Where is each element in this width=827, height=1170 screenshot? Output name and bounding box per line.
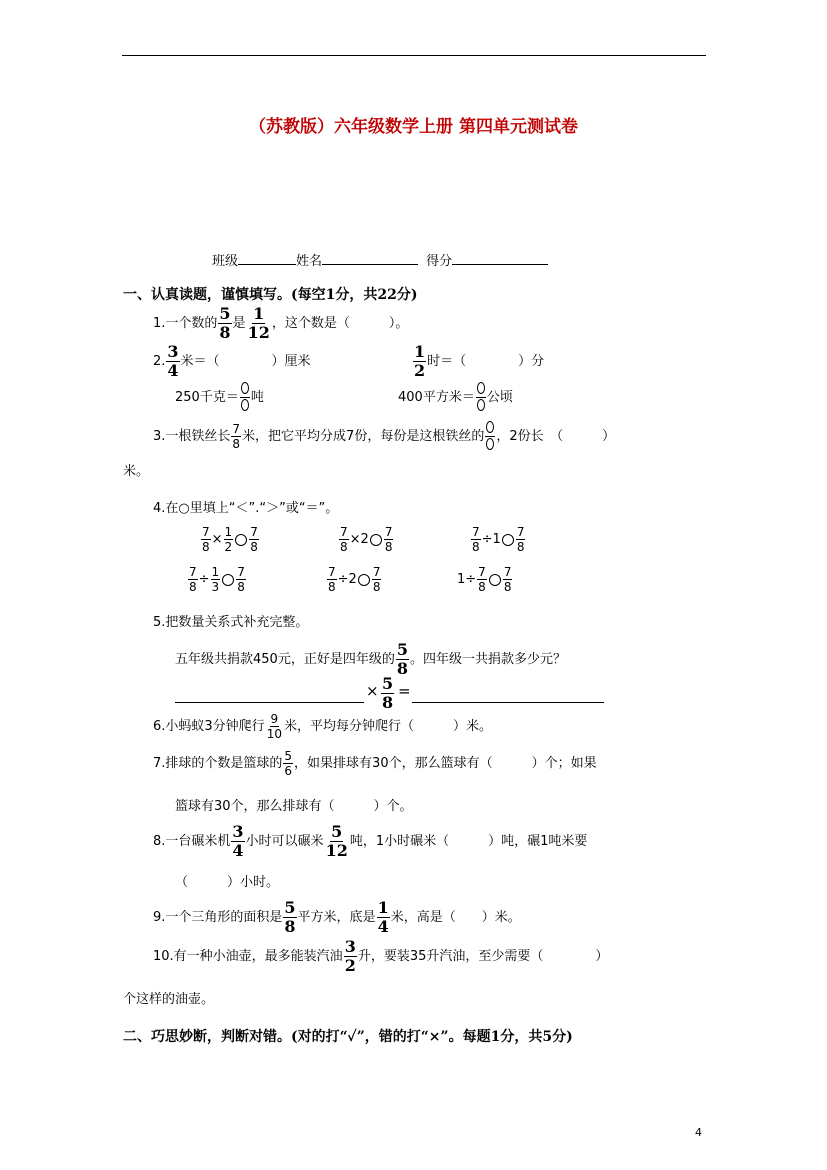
fraction: $\frac{1}{12}$: [247, 304, 270, 342]
question-5-problem: 五年级共捐款450元，正好是四年级的 $\frac{5}{8}$ 。四年级一共捐款多少元？: [175, 640, 566, 678]
compare-item: $\frac{7}{8}$ ×2 $\frac{7}{8}$: [340, 525, 393, 554]
question-10-line2: 个这样的油壶。: [123, 992, 215, 1007]
score-label: 得分: [426, 254, 453, 269]
question-1: 1.一个数的 $\frac{5}{8}$ 是 $\frac{1}{12}$ ，这个数是（ ）。: [153, 304, 409, 342]
page-title: （苏教版）六年级数学上册 第四单元测试卷: [249, 117, 578, 137]
name-field[interactable]: [322, 250, 418, 265]
section-2-heading: 二、巧思妙断，判断对错。(对的打“✓”，错的打“×”。每题1分，共5分): [123, 1029, 573, 1045]
fraction: $\frac{7}{8}$: [232, 422, 241, 451]
fraction: $\frac{5}{8}$: [219, 304, 231, 342]
score-field[interactable]: [452, 250, 548, 265]
student-info-row: [212, 250, 548, 269]
question-6: 6.小蚂蚁3分钟爬行 $\frac{9}{10}$ 米，平均每分钟爬行（ ）米。: [153, 712, 492, 741]
question-5: 5.把数量关系式补充完整。: [153, 615, 309, 630]
compare-circle[interactable]: [489, 574, 501, 586]
compare-item: $\frac{7}{8}$ × $\frac{1}{2}$ $\frac{7}{8}$: [202, 525, 258, 554]
times-sign: ×: [366, 682, 379, 700]
fraction: $\frac{5}{8}$: [284, 898, 296, 936]
question-2b: $\frac{1}{2}$ 时＝（ ）分: [414, 342, 545, 380]
question-8: 8.一台碾米机 $\frac{3}{4}$ 小时可以碾米 $\frac{5}{12}$ 吨，1小时碾米（ ）吨，碾1吨米要: [153, 822, 588, 860]
question-3: 3.一根铁丝长 $\frac{7}{8}$ 米，把它平均分成7份，每份是这根铁丝的 ，2份长 （ ）: [153, 422, 616, 451]
fraction: $\frac{3}{4}$: [232, 822, 244, 860]
compare-item: $\frac{7}{8}$ ÷1 $\frac{7}{8}$: [472, 525, 525, 554]
compare-circle[interactable]: [370, 534, 382, 546]
question-10: 10.有一种小油壶，最多能装汽油 $\frac{3}{2}$ 升，要装35升汽油，至少需要（ ）: [153, 937, 609, 975]
question-8-line2: （ ）小时。: [175, 875, 280, 890]
question-4: 4.在○里填上“＜”.“＞”或“＝”。: [153, 501, 339, 516]
fraction: $\frac{9}{10}$: [266, 712, 282, 741]
question-7-line2: 篮球有30个，那么排球有（ ）个。: [175, 799, 413, 814]
class-field[interactable]: [238, 250, 296, 265]
compare-circle[interactable]: [222, 574, 234, 586]
class-label: 班级: [212, 254, 239, 269]
compare-circle[interactable]: [235, 534, 247, 546]
fraction: $\frac{5}{12}$: [325, 822, 348, 860]
fraction: $\frac{5}{8}$: [396, 640, 408, 678]
fraction: $\frac{5}{6}$: [284, 749, 293, 778]
header-rule: [122, 55, 706, 56]
fraction: $\frac{3}{4}$: [167, 342, 179, 380]
question-2d: 400平方米＝ 公顷: [398, 382, 513, 413]
answer-blank[interactable]: [175, 702, 364, 703]
question-3-line2: 米。: [123, 464, 150, 479]
blank-fraction[interactable]: [476, 382, 486, 413]
fraction: $\frac{3}{2}$: [344, 937, 356, 975]
page-number: 4: [695, 1126, 702, 1139]
compare-item: $\frac{7}{8}$ ÷ $\frac{1}{3}$ $\frac{7}{8}$: [189, 565, 245, 594]
equals-sign: =: [398, 682, 411, 700]
question-9: 9.一个三角形的面积是 $\frac{5}{8}$ 平方米，底是 $\frac{1}{4}$ 米，高是（ ）米。: [153, 898, 521, 936]
fraction: $\frac{5}{8}$: [382, 674, 394, 712]
compare-circle[interactable]: [358, 574, 370, 586]
name-label: 姓名: [296, 254, 323, 269]
blank-fraction[interactable]: [240, 382, 250, 413]
compare-circle[interactable]: [502, 534, 514, 546]
answer-blank[interactable]: [412, 702, 604, 703]
question-2a: 2. $\frac{3}{4}$ 米＝（ ）厘米: [153, 342, 311, 380]
compare-item: 1÷ $\frac{7}{8}$ $\frac{7}{8}$: [457, 565, 512, 594]
section-1-heading: 一、认真读题，谨慎填写。(每空1分，共22分): [123, 287, 418, 303]
fraction: $\frac{1}{2}$: [414, 342, 426, 380]
question-7: 7.排球的个数是篮球的 $\frac{5}{6}$ ，如果排球有30个，那么篮球有（ ）个；如果: [153, 749, 597, 778]
compare-item: $\frac{7}{8}$ ÷2 $\frac{7}{8}$: [328, 565, 381, 594]
question-2c: 250千克＝ 吨: [175, 382, 264, 413]
blank-fraction[interactable]: [485, 421, 495, 452]
fraction: $\frac{1}{4}$: [377, 898, 389, 936]
